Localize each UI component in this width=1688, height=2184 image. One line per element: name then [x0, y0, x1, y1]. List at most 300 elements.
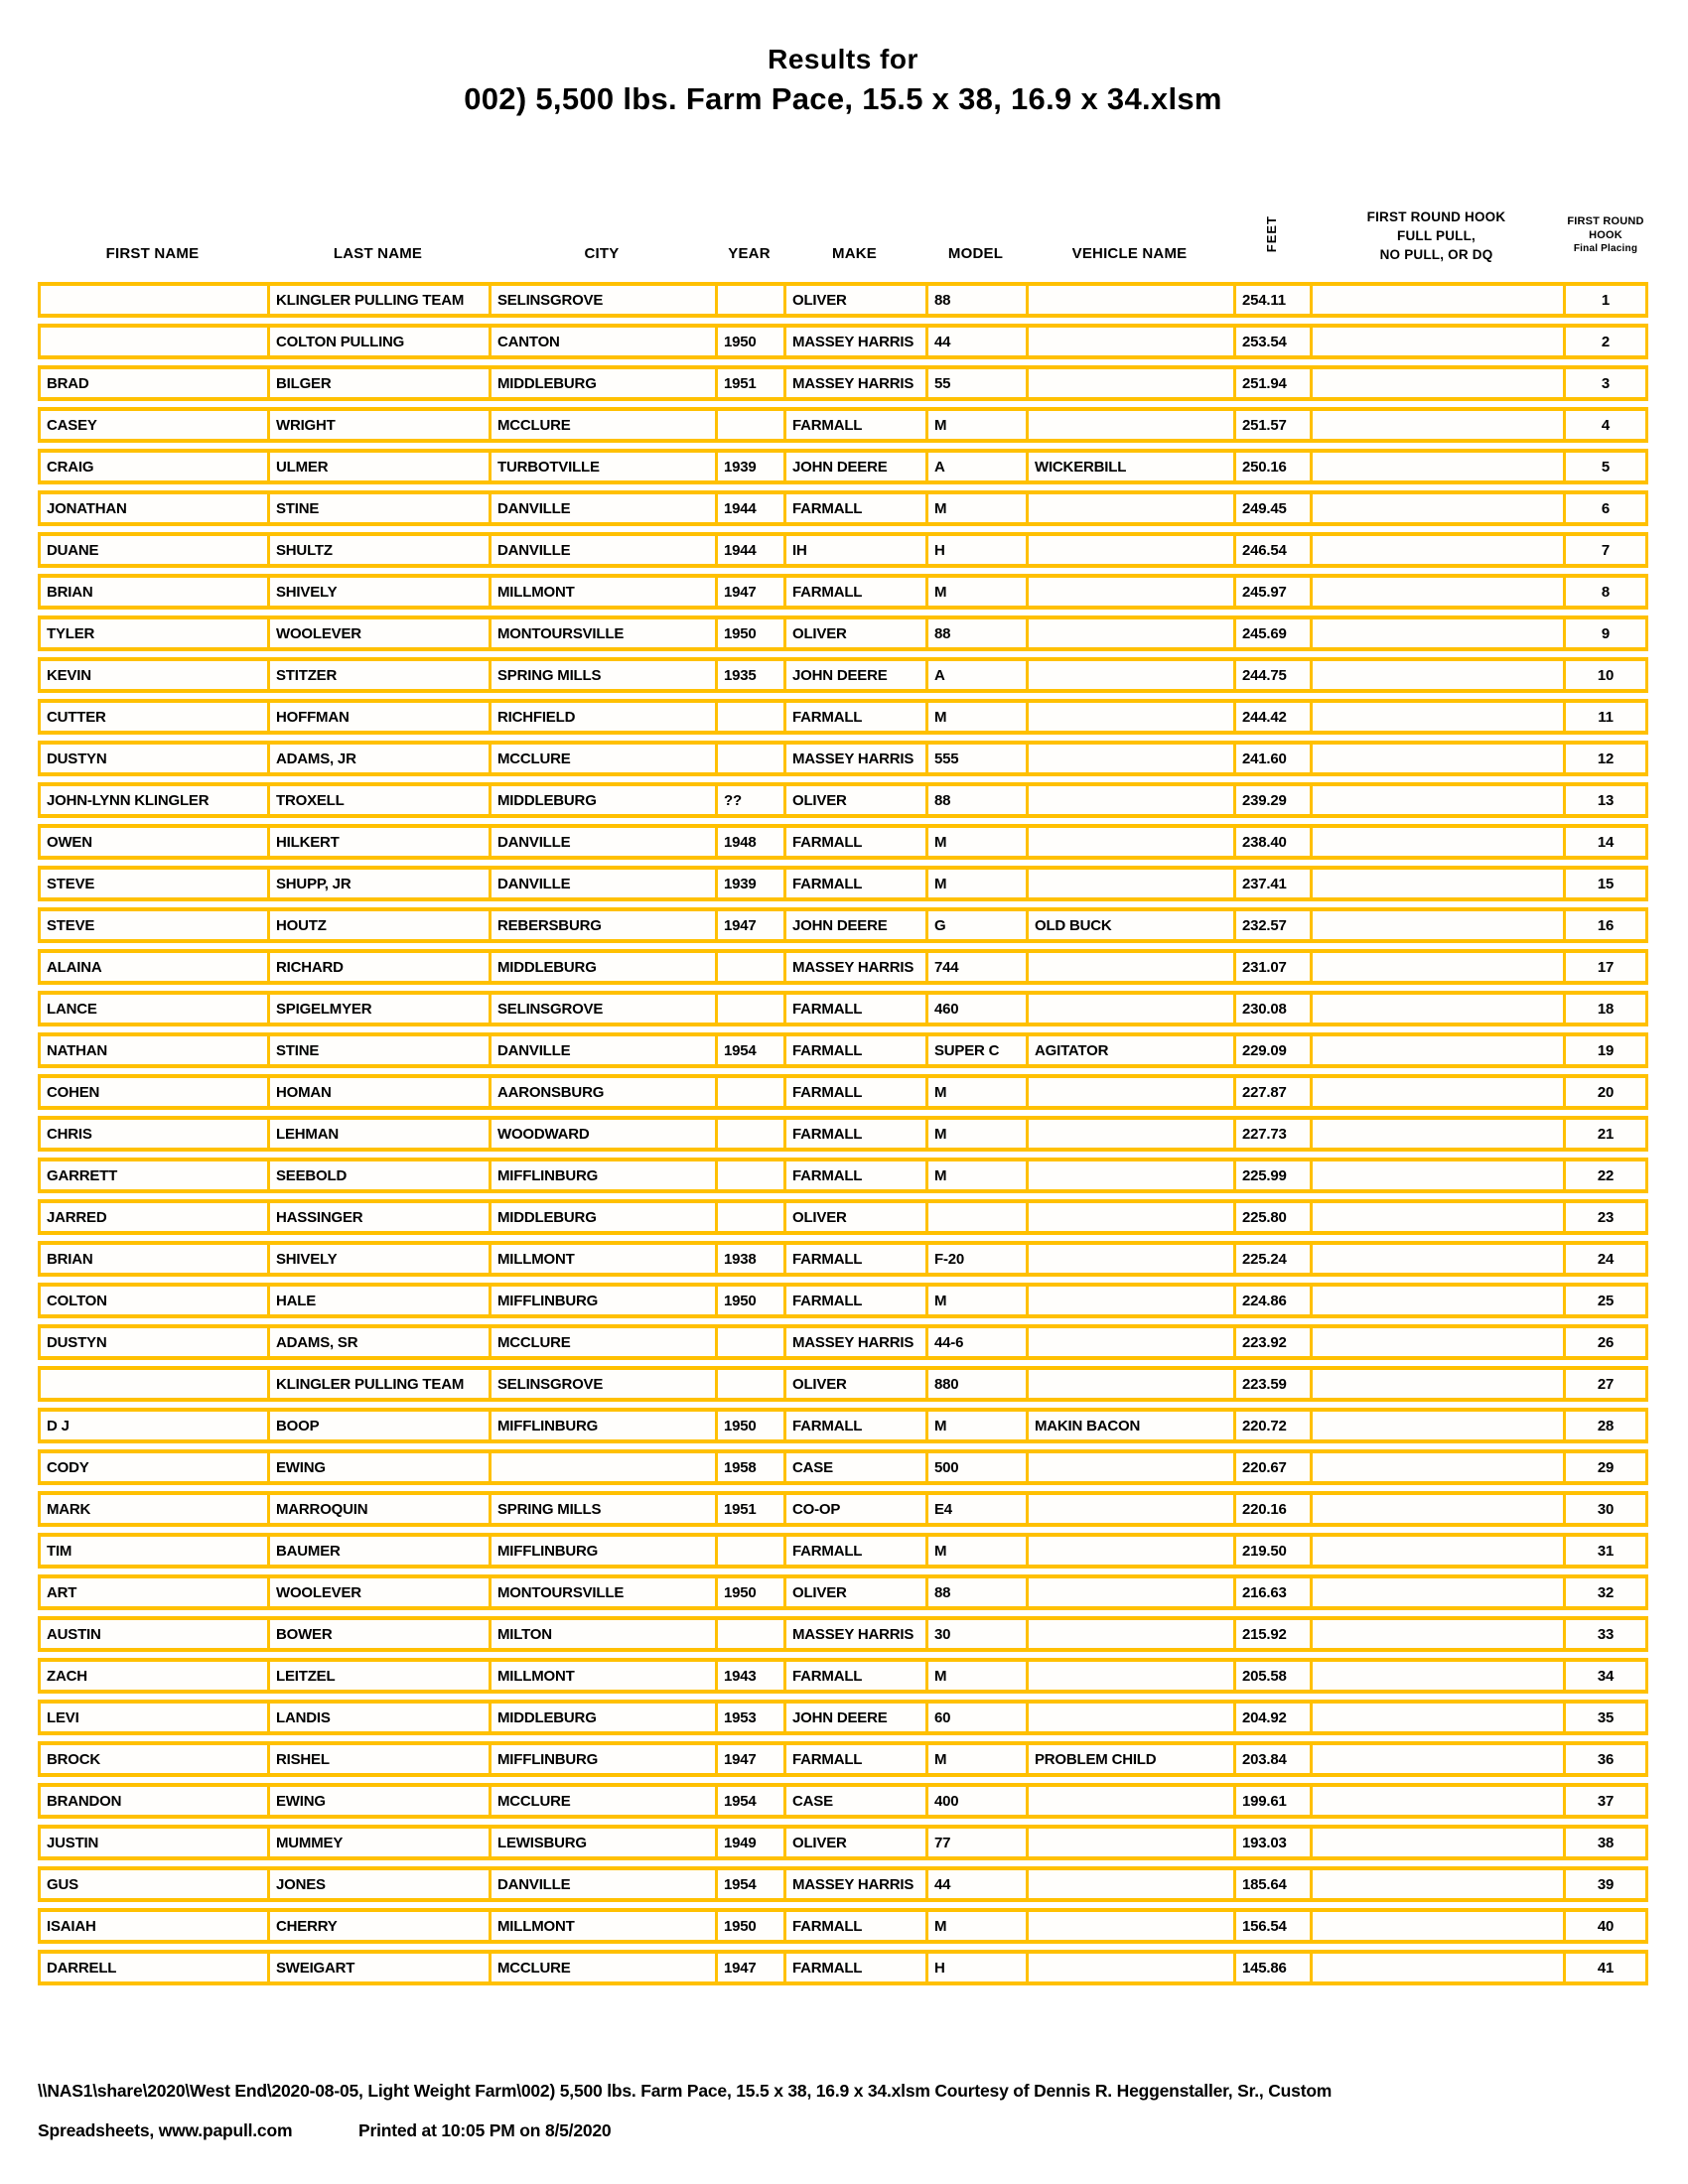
cell-make: FARMALL — [783, 1158, 925, 1193]
cell-model: 88 — [925, 782, 1026, 818]
cell-year: 1950 — [715, 1283, 783, 1318]
cell-feet: 232.57 — [1233, 907, 1310, 943]
cell-city: MIDDLEBURG — [489, 782, 715, 818]
cell-city: MIDDLEBURG — [489, 1700, 715, 1735]
cell-make: JOHN DEERE — [783, 1700, 925, 1735]
cell-feet: 225.24 — [1233, 1241, 1310, 1277]
cell-placing: 33 — [1563, 1616, 1648, 1652]
cell-city: MILTON — [489, 1616, 715, 1652]
cell-city: DANVILLE — [489, 490, 715, 526]
cell-placing: 29 — [1563, 1449, 1648, 1485]
cell-hook_result — [1310, 949, 1563, 985]
cell-city: MIFFLINBURG — [489, 1533, 715, 1569]
col-header-last-name: LAST NAME — [333, 245, 423, 262]
cell-feet: 185.64 — [1233, 1866, 1310, 1902]
cell-last_name: RISHEL — [267, 1741, 489, 1777]
cell-year — [715, 282, 783, 318]
table-row — [38, 1700, 1648, 1735]
table-row — [38, 1032, 1648, 1068]
cell-hook_result — [1310, 407, 1563, 443]
cell-hook_result — [1310, 1700, 1563, 1735]
cell-make: FARMALL — [783, 866, 925, 901]
cell-feet: 253.54 — [1233, 324, 1310, 359]
cell-model: F-20 — [925, 1241, 1026, 1277]
cell-model: M — [925, 574, 1026, 610]
cell-first_name: OWEN — [38, 824, 267, 860]
cell-year — [715, 1116, 783, 1152]
cell-last_name: SPIGELMYER — [267, 991, 489, 1026]
cell-last_name: CHERRY — [267, 1908, 489, 1944]
cell-first_name: ISAIAH — [38, 1908, 267, 1944]
cell-vehicle_name — [1026, 407, 1233, 443]
cell-last_name: ADAMS, SR — [267, 1324, 489, 1360]
header-row — [38, 201, 1648, 276]
cell-make: FARMALL — [783, 1658, 925, 1694]
cell-vehicle_name — [1026, 365, 1233, 401]
cell-make: FARMALL — [783, 1950, 925, 1985]
cell-vehicle_name — [1026, 324, 1233, 359]
cell-vehicle_name: PROBLEM CHILD — [1026, 1741, 1233, 1777]
cell-make: FARMALL — [783, 1533, 925, 1569]
cell-last_name: COLTON PULLING — [267, 324, 489, 359]
cell-model: M — [925, 1283, 1026, 1318]
cell-hook_result — [1310, 741, 1563, 776]
cell-hook_result — [1310, 1825, 1563, 1860]
cell-placing: 1 — [1563, 282, 1648, 318]
cell-vehicle_name — [1026, 1324, 1233, 1360]
cell-model — [925, 1199, 1026, 1235]
cell-city: DANVILLE — [489, 1866, 715, 1902]
cell-city: MILLMONT — [489, 1908, 715, 1944]
cell-year: 1951 — [715, 365, 783, 401]
cell-year: 1958 — [715, 1449, 783, 1485]
cell-hook_result — [1310, 782, 1563, 818]
cell-hook_result — [1310, 1324, 1563, 1360]
cell-feet: 244.42 — [1233, 699, 1310, 735]
cell-placing: 26 — [1563, 1324, 1648, 1360]
table-row — [38, 866, 1648, 901]
cell-model: 55 — [925, 365, 1026, 401]
cell-hook_result — [1310, 449, 1563, 484]
cell-placing: 15 — [1563, 866, 1648, 901]
cell-hook_result — [1310, 1866, 1563, 1902]
cell-year: 1947 — [715, 1950, 783, 1985]
col-header-model: MODEL — [947, 245, 1004, 262]
cell-make: CASE — [783, 1449, 925, 1485]
cell-year — [715, 1366, 783, 1402]
cell-vehicle_name — [1026, 1158, 1233, 1193]
cell-model: M — [925, 866, 1026, 901]
cell-vehicle_name: MAKIN BACON — [1026, 1408, 1233, 1443]
cell-city: MIFFLINBURG — [489, 1158, 715, 1193]
cell-make: OLIVER — [783, 782, 925, 818]
cell-placing: 18 — [1563, 991, 1648, 1026]
table-row — [38, 1366, 1648, 1402]
cell-city: LEWISBURG — [489, 1825, 715, 1860]
cell-last_name: SHUPP, JR — [267, 866, 489, 901]
cell-last_name: KLINGLER PULLING TEAM — [267, 1366, 489, 1402]
cell-city: CANTON — [489, 324, 715, 359]
table-row — [38, 1491, 1648, 1527]
cell-vehicle_name — [1026, 282, 1233, 318]
cell-placing: 5 — [1563, 449, 1648, 484]
cell-hook_result — [1310, 1408, 1563, 1443]
cell-feet: 204.92 — [1233, 1700, 1310, 1735]
table-row — [38, 1574, 1648, 1610]
cell-last_name: WOOLEVER — [267, 615, 489, 651]
cell-last_name: BILGER — [267, 365, 489, 401]
col-header-first-name: FIRST NAME — [105, 245, 200, 262]
cell-make: MASSEY HARRIS — [783, 1866, 925, 1902]
cell-first_name: COLTON — [38, 1283, 267, 1318]
cell-placing: 8 — [1563, 574, 1648, 610]
footer-printed-timestamp: Printed at 10:05 PM on 8/5/2020 — [358, 2120, 612, 2140]
cell-feet: 227.87 — [1233, 1074, 1310, 1110]
cell-model: H — [925, 532, 1026, 568]
cell-city: MCCLURE — [489, 1783, 715, 1819]
table-row — [38, 699, 1648, 735]
cell-model: 77 — [925, 1825, 1026, 1860]
cell-first_name: STEVE — [38, 866, 267, 901]
cell-make: OLIVER — [783, 1574, 925, 1610]
cell-first_name: COHEN — [38, 1074, 267, 1110]
cell-first_name: STEVE — [38, 907, 267, 943]
cell-hook_result — [1310, 615, 1563, 651]
cell-last_name: ULMER — [267, 449, 489, 484]
cell-feet: 251.57 — [1233, 407, 1310, 443]
cell-first_name — [38, 1366, 267, 1402]
table-row — [38, 1116, 1648, 1152]
cell-city: SPRING MILLS — [489, 1491, 715, 1527]
cell-vehicle_name — [1026, 1616, 1233, 1652]
cell-feet: 244.75 — [1233, 657, 1310, 693]
cell-vehicle_name — [1026, 741, 1233, 776]
cell-hook_result — [1310, 699, 1563, 735]
table-row — [38, 991, 1648, 1026]
cell-city: MCCLURE — [489, 1324, 715, 1360]
table-row — [38, 1324, 1648, 1360]
cell-first_name: MARK — [38, 1491, 267, 1527]
cell-make: FARMALL — [783, 407, 925, 443]
cell-placing: 7 — [1563, 532, 1648, 568]
cell-city: SELINSGROVE — [489, 991, 715, 1026]
cell-city: MONTOURSVILLE — [489, 1574, 715, 1610]
cell-make: OLIVER — [783, 282, 925, 318]
cell-first_name: AUSTIN — [38, 1616, 267, 1652]
cell-vehicle_name — [1026, 1449, 1233, 1485]
cell-placing: 30 — [1563, 1491, 1648, 1527]
cell-model: M — [925, 1533, 1026, 1569]
cell-city: DANVILLE — [489, 824, 715, 860]
cell-feet: 254.11 — [1233, 282, 1310, 318]
table-row — [38, 407, 1648, 443]
cell-last_name: HASSINGER — [267, 1199, 489, 1235]
col-header-feet — [1233, 201, 1310, 276]
table-row — [38, 365, 1648, 401]
cell-vehicle_name — [1026, 1950, 1233, 1985]
cell-year — [715, 699, 783, 735]
cell-placing: 24 — [1563, 1241, 1648, 1277]
cell-placing: 31 — [1563, 1533, 1648, 1569]
cell-last_name: EWING — [267, 1783, 489, 1819]
cell-placing: 11 — [1563, 699, 1648, 735]
cell-hook_result — [1310, 532, 1563, 568]
cell-make: OLIVER — [783, 1199, 925, 1235]
results-table — [38, 195, 1648, 1991]
cell-vehicle_name — [1026, 1908, 1233, 1944]
cell-hook_result — [1310, 1449, 1563, 1485]
footer-file-path: \\NAS1\share\2020\West End\2020-08-05, Light Weight Farm\002) 5,500 lbs. Farm Pace, 15.5 x 38, 16.9 x 34.xlsm Courtesy of Dennis R. Heggenstaller, Sr., Custom — [38, 2081, 1333, 2101]
cell-city: TURBOTVILLE — [489, 449, 715, 484]
cell-make: FARMALL — [783, 699, 925, 735]
cell-placing: 36 — [1563, 1741, 1648, 1777]
cell-city — [489, 1449, 715, 1485]
cell-year: 1949 — [715, 1825, 783, 1860]
cell-make: OLIVER — [783, 615, 925, 651]
table-row — [38, 574, 1648, 610]
cell-hook_result — [1310, 991, 1563, 1026]
table-row — [38, 490, 1648, 526]
cell-city: DANVILLE — [489, 866, 715, 901]
cell-first_name: CASEY — [38, 407, 267, 443]
cell-first_name: CRAIG — [38, 449, 267, 484]
hook-result-line-1: FIRST ROUND HOOK — [1366, 208, 1506, 224]
cell-last_name: SHIVELY — [267, 1241, 489, 1277]
cell-feet: 225.99 — [1233, 1158, 1310, 1193]
cell-placing: 16 — [1563, 907, 1648, 943]
cell-model: 60 — [925, 1700, 1026, 1735]
cell-feet: 230.08 — [1233, 991, 1310, 1026]
hook-result-line-3: NO PULL, OR DQ — [1379, 246, 1493, 262]
cell-make: MASSEY HARRIS — [783, 324, 925, 359]
cell-model: 880 — [925, 1366, 1026, 1402]
cell-placing: 27 — [1563, 1366, 1648, 1402]
cell-last_name: BAUMER — [267, 1533, 489, 1569]
cell-year: 1951 — [715, 1491, 783, 1527]
cell-year: ?? — [715, 782, 783, 818]
cell-first_name: CHRIS — [38, 1116, 267, 1152]
table-row — [38, 1866, 1648, 1902]
table-row — [38, 1408, 1648, 1443]
cell-model: H — [925, 1950, 1026, 1985]
cell-placing: 19 — [1563, 1032, 1648, 1068]
cell-placing: 38 — [1563, 1825, 1648, 1860]
cell-model: M — [925, 1158, 1026, 1193]
cell-year: 1950 — [715, 615, 783, 651]
cell-last_name: SWEIGART — [267, 1950, 489, 1985]
cell-last_name: WOOLEVER — [267, 1574, 489, 1610]
cell-last_name: HOUTZ — [267, 907, 489, 943]
table-row — [38, 1241, 1648, 1277]
cell-city: DANVILLE — [489, 1032, 715, 1068]
cell-feet: 245.97 — [1233, 574, 1310, 610]
cell-year — [715, 1158, 783, 1193]
cell-model: 88 — [925, 1574, 1026, 1610]
cell-placing: 34 — [1563, 1658, 1648, 1694]
cell-vehicle_name — [1026, 1783, 1233, 1819]
cell-first_name: D J — [38, 1408, 267, 1443]
cell-hook_result — [1310, 1074, 1563, 1110]
cell-vehicle_name: WICKERBILL — [1026, 449, 1233, 484]
table-row — [38, 1950, 1648, 1985]
cell-placing: 10 — [1563, 657, 1648, 693]
cell-hook_result — [1310, 1241, 1563, 1277]
table-row — [38, 782, 1648, 818]
cell-year: 1938 — [715, 1241, 783, 1277]
cell-make: JOHN DEERE — [783, 449, 925, 484]
cell-model: M — [925, 699, 1026, 735]
cell-hook_result — [1310, 282, 1563, 318]
cell-model: M — [925, 407, 1026, 443]
cell-last_name: SEEBOLD — [267, 1158, 489, 1193]
table-row — [38, 1074, 1648, 1110]
cell-first_name: ZACH — [38, 1658, 267, 1694]
footer-second-line — [38, 2111, 1607, 2150]
cell-last_name: SHULTZ — [267, 532, 489, 568]
cell-feet: 229.09 — [1233, 1032, 1310, 1068]
cell-year: 1947 — [715, 1741, 783, 1777]
cell-model: E4 — [925, 1491, 1026, 1527]
cell-model: M — [925, 1116, 1026, 1152]
table-row — [38, 532, 1648, 568]
cell-vehicle_name — [1026, 1658, 1233, 1694]
cell-first_name: DUANE — [38, 532, 267, 568]
placing-line-3: Final Placing — [1573, 243, 1638, 254]
cell-make: OLIVER — [783, 1825, 925, 1860]
page-title: Results for — [768, 44, 918, 74]
cell-placing: 23 — [1563, 1199, 1648, 1235]
cell-placing: 17 — [1563, 949, 1648, 985]
cell-first_name: ART — [38, 1574, 267, 1610]
cell-first_name: TYLER — [38, 615, 267, 651]
cell-feet: 241.60 — [1233, 741, 1310, 776]
cell-model: M — [925, 1658, 1026, 1694]
cell-year: 1944 — [715, 490, 783, 526]
cell-feet: 251.94 — [1233, 365, 1310, 401]
cell-vehicle_name — [1026, 657, 1233, 693]
cell-last_name: BOWER — [267, 1616, 489, 1652]
cell-make: CO-OP — [783, 1491, 925, 1527]
cell-vehicle_name — [1026, 866, 1233, 901]
cell-hook_result — [1310, 866, 1563, 901]
cell-first_name: JOHN-LYNN KLINGLER — [38, 782, 267, 818]
cell-city: MILLMONT — [489, 1241, 715, 1277]
cell-last_name: STITZER — [267, 657, 489, 693]
cell-vehicle_name — [1026, 574, 1233, 610]
cell-hook_result — [1310, 1741, 1563, 1777]
cell-last_name: LEITZEL — [267, 1658, 489, 1694]
cell-hook_result — [1310, 574, 1563, 610]
cell-hook_result — [1310, 1158, 1563, 1193]
cell-make: FARMALL — [783, 1741, 925, 1777]
cell-last_name: HALE — [267, 1283, 489, 1318]
cell-year: 1950 — [715, 1408, 783, 1443]
cell-city: MIFFLINBURG — [489, 1408, 715, 1443]
table-row — [38, 282, 1648, 318]
cell-year — [715, 1074, 783, 1110]
cell-year: 1950 — [715, 1574, 783, 1610]
cell-model: 400 — [925, 1783, 1026, 1819]
cell-model: 555 — [925, 741, 1026, 776]
cell-placing: 12 — [1563, 741, 1648, 776]
cell-model: M — [925, 824, 1026, 860]
cell-feet: 249.45 — [1233, 490, 1310, 526]
cell-first_name: BRIAN — [38, 574, 267, 610]
cell-hook_result — [1310, 1032, 1563, 1068]
cell-hook_result — [1310, 1116, 1563, 1152]
table-row — [38, 907, 1648, 943]
cell-feet: 223.92 — [1233, 1324, 1310, 1360]
cell-last_name: ADAMS, JR — [267, 741, 489, 776]
cell-placing: 22 — [1563, 1158, 1648, 1193]
cell-hook_result — [1310, 1199, 1563, 1235]
cell-last_name: RICHARD — [267, 949, 489, 985]
cell-year: 1943 — [715, 1658, 783, 1694]
cell-hook_result — [1310, 657, 1563, 693]
cell-year — [715, 991, 783, 1026]
cell-vehicle_name — [1026, 1199, 1233, 1235]
cell-city: SELINSGROVE — [489, 1366, 715, 1402]
cell-make: JOHN DEERE — [783, 907, 925, 943]
placing-line-1: FIRST ROUND — [1567, 215, 1644, 227]
table-row — [38, 1741, 1648, 1777]
cell-feet: 219.50 — [1233, 1533, 1310, 1569]
cell-first_name: JUSTIN — [38, 1825, 267, 1860]
cell-city: MCCLURE — [489, 407, 715, 443]
col-header-year: YEAR — [728, 245, 771, 262]
cell-placing: 40 — [1563, 1908, 1648, 1944]
cell-first_name: BROCK — [38, 1741, 267, 1777]
cell-model: G — [925, 907, 1026, 943]
cell-feet: 231.07 — [1233, 949, 1310, 985]
cell-model: M — [925, 1074, 1026, 1110]
cell-feet: 238.40 — [1233, 824, 1310, 860]
cell-placing: 35 — [1563, 1700, 1648, 1735]
cell-first_name: JARRED — [38, 1199, 267, 1235]
cell-vehicle_name — [1026, 1491, 1233, 1527]
cell-model: 30 — [925, 1616, 1026, 1652]
cell-city: MILLMONT — [489, 1658, 715, 1694]
cell-make: FARMALL — [783, 574, 925, 610]
cell-model: A — [925, 449, 1026, 484]
cell-first_name: LANCE — [38, 991, 267, 1026]
cell-hook_result — [1310, 1533, 1563, 1569]
cell-make: FARMALL — [783, 991, 925, 1026]
cell-model: M — [925, 1408, 1026, 1443]
cell-vehicle_name — [1026, 824, 1233, 860]
cell-hook_result — [1310, 1950, 1563, 1985]
cell-city: MIFFLINBURG — [489, 1283, 715, 1318]
cell-city: MONTOURSVILLE — [489, 615, 715, 651]
cell-vehicle_name: OLD BUCK — [1026, 907, 1233, 943]
cell-year — [715, 1199, 783, 1235]
cell-year — [715, 1324, 783, 1360]
cell-hook_result — [1310, 1366, 1563, 1402]
table-row — [38, 1283, 1648, 1318]
cell-feet: 205.58 — [1233, 1658, 1310, 1694]
cell-first_name: CODY — [38, 1449, 267, 1485]
cell-make: FARMALL — [783, 1074, 925, 1110]
cell-last_name: STINE — [267, 1032, 489, 1068]
cell-placing: 20 — [1563, 1074, 1648, 1110]
cell-city: WOODWARD — [489, 1116, 715, 1152]
col-header-hook-result — [1310, 201, 1563, 276]
cell-first_name: BRAD — [38, 365, 267, 401]
col-header-make: MAKE — [832, 245, 877, 262]
cell-make: FARMALL — [783, 1408, 925, 1443]
cell-make: FARMALL — [783, 1283, 925, 1318]
cell-year: 1950 — [715, 1908, 783, 1944]
